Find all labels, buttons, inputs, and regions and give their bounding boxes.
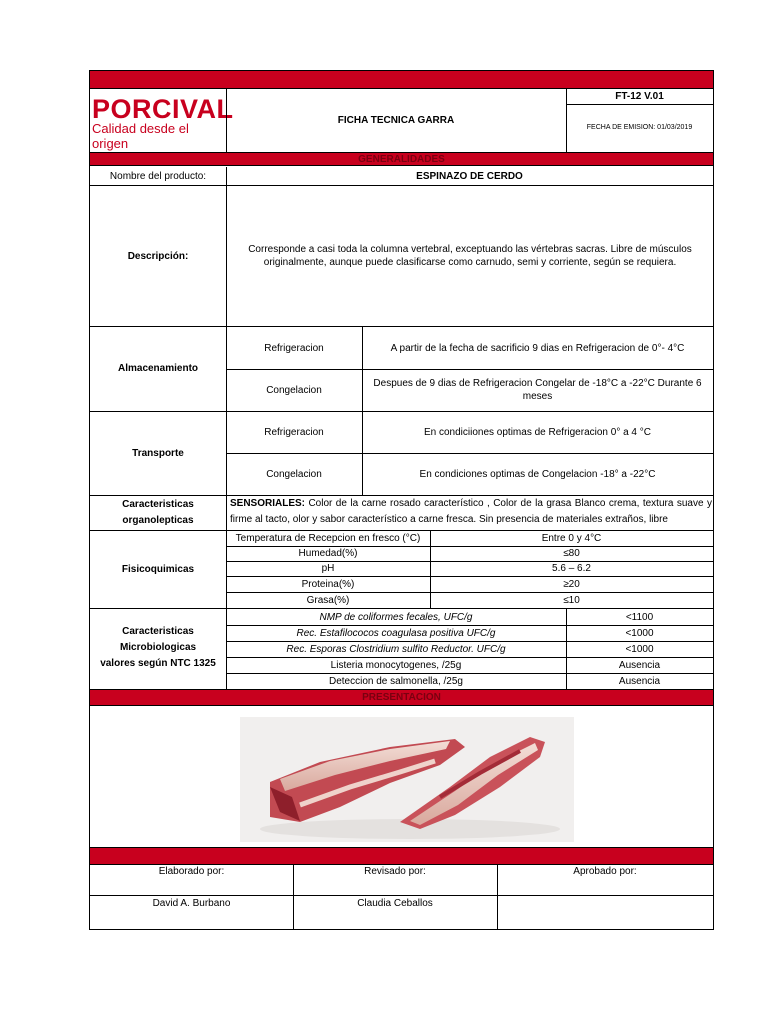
physchem-value: ≤80 [563, 548, 580, 559]
micro-label-line3: valores según NTC 1325 [100, 658, 216, 669]
physchem-param: pH [321, 563, 335, 574]
micro-value: Ausencia [618, 659, 661, 671]
physchem-label: Fisicoquimicas [121, 564, 195, 575]
elaborated-label: Elaborado por: [158, 866, 225, 877]
physchem-value: Entre 0 y 4°C [541, 533, 602, 544]
product-name-label: Nombre del producto: [109, 170, 207, 182]
micro-label-line1: Caracteristicas [122, 626, 194, 637]
micro-param: Rec. Esporas Clostridium sulfito Reductor. UFC/g [286, 643, 506, 655]
reviewed-label: Revisado por: [364, 866, 426, 877]
micro-label-line2: Microbiologicas [119, 642, 197, 653]
reviewed-name: Claudia Ceballos [357, 898, 433, 909]
micro-label [90, 624, 226, 672]
micro-value: <1000 [625, 627, 654, 639]
divider [566, 609, 567, 689]
divider [430, 531, 431, 608]
divider [226, 167, 227, 327]
storage-label: Almacenamiento [117, 363, 199, 374]
storage-type: Congelacion [266, 384, 322, 396]
organoleptic-prefix: SENSORIALES: [230, 498, 306, 509]
section-generalidades: GENERALIDADES [90, 152, 713, 166]
elaborated-name: David A. Burbano [152, 898, 231, 909]
pork-spine-image [240, 717, 574, 842]
document-title: FICHA TECNICA GARRA [337, 114, 455, 126]
product-photo [240, 717, 574, 842]
storage-type: Refrigeracion [264, 342, 324, 354]
storage-value: Despues de 9 dias de Refrigeracion Congelar de -18°C a -22°C Durante 6 meses [373, 378, 702, 402]
top-red-band [90, 71, 713, 88]
bottom-red-band [90, 848, 713, 864]
transport-label: Transporte [132, 448, 184, 459]
organoleptic-text [230, 496, 712, 530]
brand-tagline: Calidad desde el origen [92, 121, 189, 151]
micro-param: Deteccion de salmonella, /25g [329, 675, 463, 687]
brand-name: PORCIVAL [92, 94, 234, 124]
approved-label: Aprobado por: [573, 866, 637, 877]
divider [90, 895, 713, 896]
brand-logo [90, 89, 234, 151]
divider [90, 864, 713, 865]
emission-date: FECHA DE EMISION: 01/03/2019 [586, 124, 693, 131]
section-presentacion: PRESENTACION [90, 689, 713, 706]
physchem-param: Grasa(%) [306, 594, 350, 606]
transport-type: Congelacion [266, 469, 322, 480]
organoleptic-body: Color de la carne rosado característico , Color de la grasa Blanco crema, textura suave y firme al tacto, olor y sabor característico a carne fresca. Sin presencia de materiales extraños, libre [230, 498, 712, 525]
transport-type: Refrigeracion [264, 427, 324, 438]
product-name-value: ESPINAZO DE CERDO [416, 170, 523, 182]
description-text: Corresponde a casi toda la columna vertebral, exceptuando las vértebras sacras. Libre de músculos originalmente, aunque puede clasificarse como carnudo, semi y corriente, según se requiera. [248, 244, 692, 268]
transport-value: En condiciones optimas de Congelacion -18° a -22°C [419, 469, 656, 480]
micro-value: Ausencia [618, 675, 661, 687]
micro-param: NMP de coliformes fecales, UFC/g [319, 611, 473, 623]
physchem-value: ≤10 [563, 594, 580, 606]
organoleptic-label [90, 497, 226, 531]
physchem-value: ≥20 [563, 578, 580, 590]
physchem-param: Temperatura de Recepcion en fresco (°C) [235, 533, 421, 544]
micro-param: Listeria monocytogenes, /25g [330, 659, 462, 671]
organoleptic-label-line2: organolepticas [122, 515, 194, 526]
transport-value: En condiciiones optimas de Refrigeracion 0° a 4 °C [423, 427, 651, 438]
document-code: FT-12 V.01 [615, 91, 664, 102]
physchem-param: Proteina(%) [301, 578, 355, 590]
physchem-value: 5.6 – 6.2 [552, 563, 591, 574]
storage-value: A partir de la fecha de sacrificio 9 dias en Refrigeracion de 0°- 4°C [390, 342, 685, 354]
micro-param: Rec. Estafilococos coagulasa positiva UFC/g [296, 627, 496, 639]
organoleptic-label-line1: Caracteristicas [122, 499, 194, 510]
micro-value: <1000 [625, 643, 654, 655]
description-label: Descripción: [127, 250, 189, 262]
micro-value: <1100 [625, 611, 654, 623]
physchem-param: Humedad(%) [298, 548, 358, 559]
